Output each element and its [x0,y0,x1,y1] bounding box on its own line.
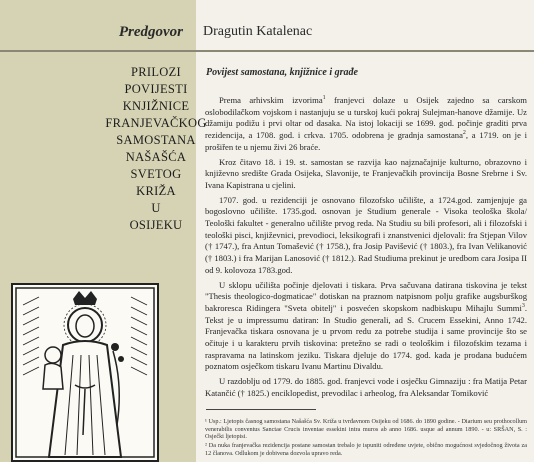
footnote-divider [206,409,316,410]
footnotes [205,418,527,459]
vertical-title-line: NAŠAŠĆA [125,150,187,164]
paragraph: 1707. god. u rezidenciji je osnovano filozofsko učilište, a 1724.god. zamjenjuje ga bogoslovno učilište. 1735.god. osnovan je Studium generale - Visoka teološka škola/ Teološki fakultet - generalno učilište prvog reda. Na Studiu su bili profesori, ali i filozofski i teološki pisci, književnici, prevodioci, leksikografi i znanstvenici djelovali: fra Stjepan Vilov († 1747.), fra Antun Tomašević († 1758.), fra Josip Pavišević († 1803.), fra Ivan Velikanović († 1803.) i fra Marijan Lanosović († 1812.). Rad Studiuma prekinut je uredbom cara Josipa II od 9. kolovoza 1783.god. [205,194,527,275]
paragraph: Prema arhivskim izvorima$^1$ franjevci dolaze u Osijek zajedno sa carskom oslobodilačkom vojskom i nastanjuju se u turskoj kući pokraj Sulejman-hanove džamije. Uz džamiju podižu i prvi oltar od dasaka. Na istoj lokaciji se 1699. god. počinje graditi prva rezidencija, a 1708. god. i crkva. 1705. odobrena je gradnja samostana$^2$, a 1719. on je i prošiřen te u njemu živi 26 braće. [205,95,527,152]
vertical-title-line: FRANJEVAČKOG [105,116,207,130]
section-header: Predgovor [118,24,183,40]
paragraph: Kroz čitavo 18. i 19. st. samostan se razvija kao najznačajnije kulturno, obrazovno i književno središte Grada Osijeka, Slavonije, te Franjevačkih provincija Bosne Srebrne i Sv. Ivana Kapistrana u cjelini. [205,156,527,190]
vertical-title [91,64,221,234]
author-name: Dragutin Katalenac [203,24,313,39]
vertical-title-line: PRILOZI [130,65,181,79]
woodcut-illustration [11,283,159,462]
vertical-title-line: OSIJEKU [129,218,183,232]
paragraph: U sklopu učilišta počinje djelovati i tiskara. Prva sačuvana datirana tiskovina je tekst "Thesis theologico-dogmaticae" dotiskan na praznom natpisnom polju grafike augsburškog bakroresca Ridingera "Sveta obitelj" i posvećen skopskom nadbiskupu Mihajlu Summi$^3$. Tekst je u impressumu datiran: In Studio generali, ad S. Crucem Essekini, Anno 1742. Franjevačka tiskara osnovana je u prvom redu za potrebe studija i same provincije što se očituje i u karakteru prvih tiskovina: pretežno se radi o teološkim i filozofskim tezama i raspravama na latinskom jeziku. Tiskara djeluje do 1774. god. kada je prodana budućem poznatom osječkom tiskaru Ivanu Martinu Divaldu. [205,279,527,372]
vertical-title-line: SAMOSTANA [116,133,196,147]
saint-woodcut-icon [13,285,157,460]
vertical-title-line: POVIJESTI [124,82,188,96]
vertical-title-line: KNJIŽNICE [122,99,190,113]
footnote: ¹ Usp.: Ljetopis časnog samostana Našašća Sv. Križa u tvrđavnom Osijeku od 1686. do 1890 godine. - Diarium seu prothocollum venerabilis conventus Sanctae Crucis inventae essekini intra muros ab anno 1686. usque ad annum 1890. - u: SRŠAN, S. : Osječki ljetopisi. [205,418,527,441]
footnote: ² Da nuka franjevačka rezidencija postane samostan trebalo je ispuniti određene uvjete, obično mogućnost svjedočnog života za 12 članova. Odlukom je dobivena dozvola upravo reda. [205,442,527,457]
vertical-title-line: SVETOG [130,167,182,181]
header-rule [0,50,534,52]
section-title: Povijest samostana, knjižnice i građe [206,67,358,78]
paragraph: U razdoblju od 1779. do 1885. god. franjevci vode i osječku Gimnaziju : fra Matija Petar Katančić († 1825.) enciklopedist, prevodilac i arheolog, fra Aleksandar Tomiković [205,376,527,398]
vertical-title-line: U [151,201,161,215]
article-body [205,95,527,403]
vertical-title-line: KRIŽA [136,184,176,198]
